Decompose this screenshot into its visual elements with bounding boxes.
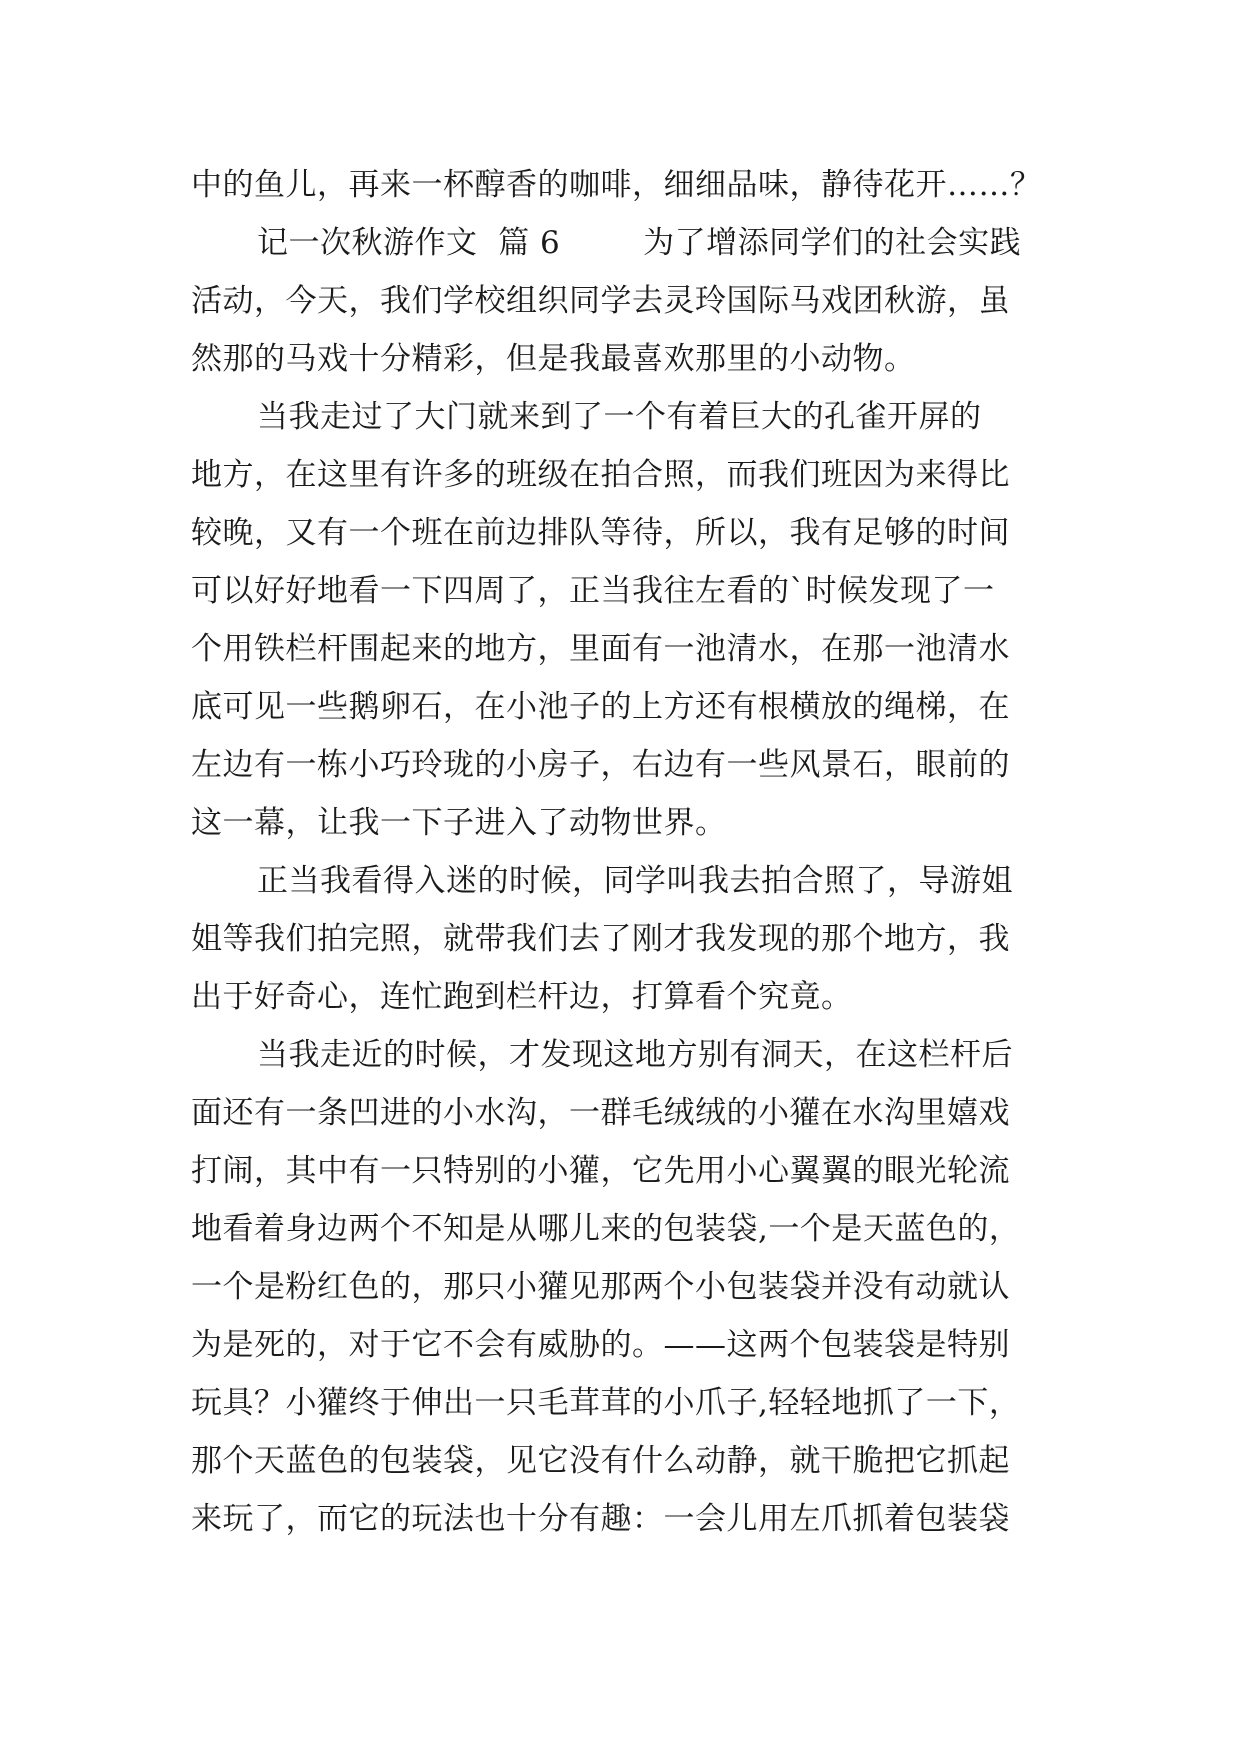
text-line: 打闹，其中有一只特别的小獾，它先用小心翼翼的眼光轮流 [191,1153,1010,1189]
document-body [191,156,1051,1548]
text-line: 玩具？小獾终于伸出一只毛茸茸的小爪子,轻轻地抓了一下， [191,1385,1021,1421]
text-line: 来玩了，而它的玩法也十分有趣：一会儿用左爪抓着包装袋 [191,1501,1010,1537]
text-line: 然那的马戏十分精彩，但是我最喜欢那里的小动物。 [191,341,916,377]
text-line: 为是死的，对于它不会有威胁的。——这两个包装袋是特别 [191,1327,1010,1363]
paragraph-start-line: 当我走近的时候，才发现这地方别有洞天，在这栏杆后 [257,1037,1013,1073]
text-line: 姐等我们拍完照，就带我们去了刚才我发现的那个地方，我 [191,921,1010,957]
text-line: 面还有一条凹进的小水沟，一群毛绒绒的小獾在水沟里嬉戏 [191,1095,1010,1131]
text-line: 地看着身边两个不知是从哪儿来的包装袋,一个是天蓝色的， [191,1211,1021,1247]
text-line: 个用铁栏杆围起来的地方，里面有一池清水，在那一池清水 [191,631,1010,667]
text-line: 底可见一些鹅卵石，在小池子的上方还有根横放的绳梯，在 [191,689,1010,725]
text-line: 那个天蓝色的包装袋，见它没有什么动静，就干脆把它抓起 [191,1443,1010,1479]
text-line: 这一幕，让我一下子进入了动物世界。 [191,805,727,841]
paragraph-start-line: 当我走过了大门就来到了一个有着巨大的孔雀开屏的 [257,399,982,435]
section-heading-line: 记一次秋游作文 篇 6 为了增添同学们的社会实践 [257,225,1022,261]
text-line: 出于好奇心，连忙跑到栏杆边，打算看个究竟。 [191,979,853,1015]
text-line: 中的鱼儿，再来一杯醇香的咖啡，细细品味，静待花开……？ [191,167,1042,203]
text-line: 一个是粉红色的，那只小獾见那两个小包装袋并没有动就认 [191,1269,1010,1305]
text-line: 左边有一栋小巧玲珑的小房子，右边有一些风景石，眼前的 [191,747,1010,783]
text-line: 可以好好地看一下四周了，正当我往左看的`时候发现了一 [191,573,995,609]
paragraph-start-line: 正当我看得入迷的时候，同学叫我去拍合照了，导游姐 [257,863,1013,899]
text-line: 活动，今天，我们学校组织同学去灵玲国际马戏团秋游，虽 [191,283,1010,319]
text-line: 地方，在这里有许多的班级在拍合照，而我们班因为来得比 [191,457,1010,493]
text-line: 较晚，又有一个班在前边排队等待，所以，我有足够的时间 [191,515,1010,551]
